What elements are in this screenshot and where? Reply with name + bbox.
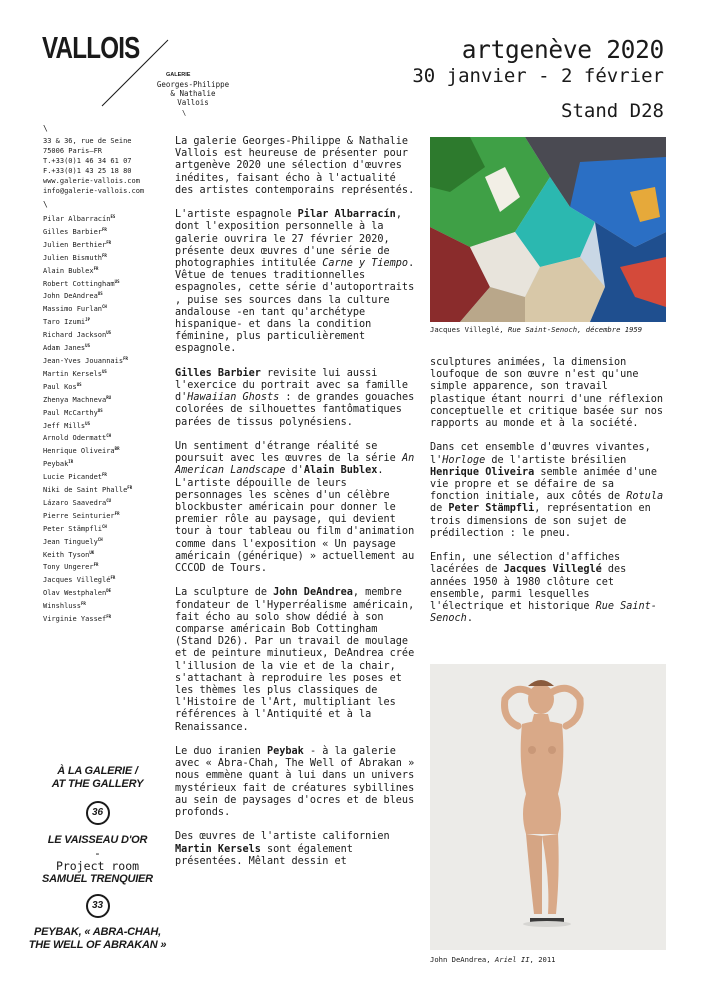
galerie-names: Georges-Philippe & Nathalie Vallois xyxy=(156,80,230,107)
artist-item: Alain Bublex$^{FR}$ xyxy=(43,265,99,275)
artist-item: Keith Tyson$^{UK}$ xyxy=(43,549,95,559)
artist-item: Niki de Saint Phalle$^{FR}$ xyxy=(43,485,133,495)
standing-figure-sculpture xyxy=(430,664,666,950)
artist-item: Adam Janes$^{US}$ xyxy=(43,343,90,353)
contact-block xyxy=(43,137,144,196)
artist-item: Henrique Oliveira$^{BR}$ xyxy=(43,446,120,456)
artist-item: Lázaro Saavedra$^{CU}$ xyxy=(43,497,112,507)
galerie-label: GALERIE xyxy=(166,72,191,78)
artist-item: Peybak$^{IR}$ xyxy=(43,459,74,469)
artist-item: Gilles Barbier$^{FR}$ xyxy=(43,226,107,236)
artist-list xyxy=(43,212,132,625)
artist-item: Lucie Picandet$^{FR}$ xyxy=(43,472,107,482)
artist-item: Jean Tinguely$^{CH}$ xyxy=(43,536,103,546)
artist-item: Jacques Villeglé$^{FR}$ xyxy=(43,575,116,585)
address-line-1: 33 & 36, rue de Seine xyxy=(43,137,132,145)
artist-item: Paul Kos$^{US}$ xyxy=(43,381,82,391)
promo-heading-2: AT THE GALLERY xyxy=(51,778,144,790)
gallery-number-36-badge: 36 xyxy=(86,801,110,825)
artist-item: Olav Westphalen$^{DE}$ xyxy=(43,588,112,598)
email-link[interactable]: info@galerie-vallois.com xyxy=(43,186,145,195)
artist-item: Martin Kersels$^{US}$ xyxy=(43,368,107,378)
press-text-column-2 xyxy=(430,357,666,638)
artist-item: Tony Ungerer$^{FR}$ xyxy=(43,562,99,572)
gallery-logo: VALLOIS xyxy=(42,30,140,65)
gallery-number-33-badge: 33 xyxy=(86,894,110,918)
paragraph-kersels: Des œuvres de l'artiste californien Martin Kersels sont également présentées. Mêlant dessin et xyxy=(175,831,390,867)
paragraph-deandrea: La sculpture de John DeAndrea, membre fondateur de l'Hyperréalisme américain, fait écho au solo show dédié à son comparse américain Bob Cottingham (Stand D26). Par un travail de moulage et de peinture minutieux, DeAndrea crée l'illusion de la vie et de la chair, s'attachant à reproduire les poses et les thèmes les plus classiques de l'Histoire de l'Art, multipliant les références à l'Antiquité et à la Renaissance. xyxy=(175,587,415,733)
project-room-artist: SAMUEL TRENQUIER xyxy=(42,873,153,885)
artist-item: Julien Berthier$^{FR}$ xyxy=(43,239,112,249)
artist-item: Robert Cottingham$^{US}$ xyxy=(43,278,120,288)
exhibition-title-vaisseau: LE VAISSEAU D'OR xyxy=(47,834,148,846)
villegle-poster-image xyxy=(430,137,666,322)
artist-item: Jean-Yves Jouannais$^{FR}$ xyxy=(43,355,128,365)
artist-item: Massimo Furlan$^{CH}$ xyxy=(43,304,107,314)
villegle-caption: Jacques Villeglé, Rue Saint-Senoch, décembre 1959 xyxy=(430,325,643,334)
at-the-gallery-promo xyxy=(25,765,170,952)
fax: F.+33(0)1 43 25 18 80 xyxy=(43,166,132,175)
galerie-tick: \ xyxy=(182,109,187,117)
artist-item: Taro Izumi$^{JP}$ xyxy=(43,317,90,327)
artist-item: John DeAndrea$^{US}$ xyxy=(43,291,103,301)
artist-item: Jeff Mills$^{US}$ xyxy=(43,420,90,430)
paragraph-oliveira-stampfli: Dans cet ensemble d'œuvres vivantes, l'Horloge de l'artiste brésilien Henrique Oliveira semble animée d'une vie propre et se défaire de sa fonction initiale, aux côtés de Rotula de Peter Stämpfli, représentation en trois dimensions de son sujet de prédilection : le pneu. xyxy=(430,442,664,539)
paragraph-intro: La galerie Georges-Philippe & Nathalie Vallois est heureuse de présenter pour artgenève 2020 une sélection d'œuvres inédites, faisant écho à l'actualité des artistes contemporains représentés. xyxy=(175,136,415,196)
artist-item: Pilar Albarracín$^{ES}$ xyxy=(43,214,116,223)
paragraph-bublex: Un sentiment d'étrange réalité se poursuit avec les œuvres de la série An American Landscape d'Alain Bublex. L'artiste dépouille de leurs personnages les scènes d'un célèbre blockbuster américain pour donner le premier rôle au paysage, qui devient tour à tour tableau ou film d'animation comme dans l'exposition « Un paysage américain (générique) » actuellement au CCCOD de Tours. xyxy=(175,441,415,575)
artist-item: Peter Stämpfli$^{CH}$ xyxy=(43,523,107,533)
artist-item: Virginie Yassef$^{FR}$ xyxy=(43,614,112,624)
artist-item: Julien Bismuth$^{FR}$ xyxy=(43,252,107,262)
artist-item: Richard Jackson$^{US}$ xyxy=(43,330,112,340)
torn-poster-artwork xyxy=(430,137,666,322)
artist-item: Winshluss$^{FR}$ xyxy=(43,601,86,611)
artists-tick: \ xyxy=(43,200,48,209)
paragraph-albarracin: L'artiste espagnole Pilar Albarracín, dont l'exposition personnelle à la galerie ouvrira le 27 février 2020, présente deux œuvres d'une série de photographies intitulée Carne y Tiempo. Vêtue de tenues traditionnelles espagnoles, cette série d'autoportraits , puise ses sources dans la culture andalouse -en tant qu'archétype hispanique- et dans la condition féminine, plus particulièrement espagnole. xyxy=(175,209,415,355)
deandrea-sculpture-image xyxy=(430,664,666,950)
fair-dates: 30 janvier - 2 février xyxy=(412,65,664,87)
artist-item: Pierre Seinturier$^{FR}$ xyxy=(43,510,120,520)
stand-number: Stand D28 xyxy=(561,100,664,122)
press-text-column-1 xyxy=(175,136,415,880)
phone: T.+33(0)1 46 34 61 07 xyxy=(43,156,132,165)
paragraph-barbier: Gilles Barbier revisite lui aussi l'exercice du portrait avec sa famille d'Hawaiian Ghosts : de grandes gouaches colorées de silhouettes fantômatiques parées de tissus polynésiens. xyxy=(175,367,415,428)
promo-dash: - xyxy=(94,846,101,860)
artist-item: Zhenya Machneva$^{RU}$ xyxy=(43,394,112,404)
address-line-2: 75006 Paris—FR xyxy=(43,146,103,155)
artist-item: Arnold Odermatt$^{CH}$ xyxy=(43,433,112,443)
paragraph-kersels-cont: sculptures animées, la dimension loufoque de son œuvre n'est qu'une simple apparence, son travail plastique étant nourri d'une réflexion conceptuelle et critique basée sur nos rapports au monde et à la société. xyxy=(430,357,664,430)
contact-tick: \ xyxy=(43,124,48,133)
exhibition-title-peybak-1: PEYBAK, « ABRA-CHAH, xyxy=(34,926,161,938)
project-room-label: Project room xyxy=(55,859,140,873)
website-link[interactable]: www.galerie-vallois.com xyxy=(43,176,140,185)
promo-heading-1: À LA GALERIE / xyxy=(57,765,138,777)
deandrea-caption: John DeAndrea, Ariel II, 2011 xyxy=(430,955,556,964)
exhibition-title-peybak-2: THE WELL OF ABRAKAN » xyxy=(28,939,167,951)
paragraph-peybak: Le duo iranien Peybak - à la galerie avec « Abra-Chah, The Well of Abrakan » nous emmène quant à lui dans un univers mystérieux fait de créatures sybillines au sein de paysages d'ocres et de bleus profonds. xyxy=(175,746,415,819)
fair-title: artgenève 2020 xyxy=(461,35,664,64)
paragraph-villegle: Enfin, une sélection d'affiches lacérées de Jacques Villeglé des années 1950 à 1980 clôture cet ensemble, parmi lesquelles l'électrique et historique Rue Saint-Senoch. xyxy=(430,552,657,625)
artist-item: Paul McCarthy$^{US}$ xyxy=(43,407,103,417)
